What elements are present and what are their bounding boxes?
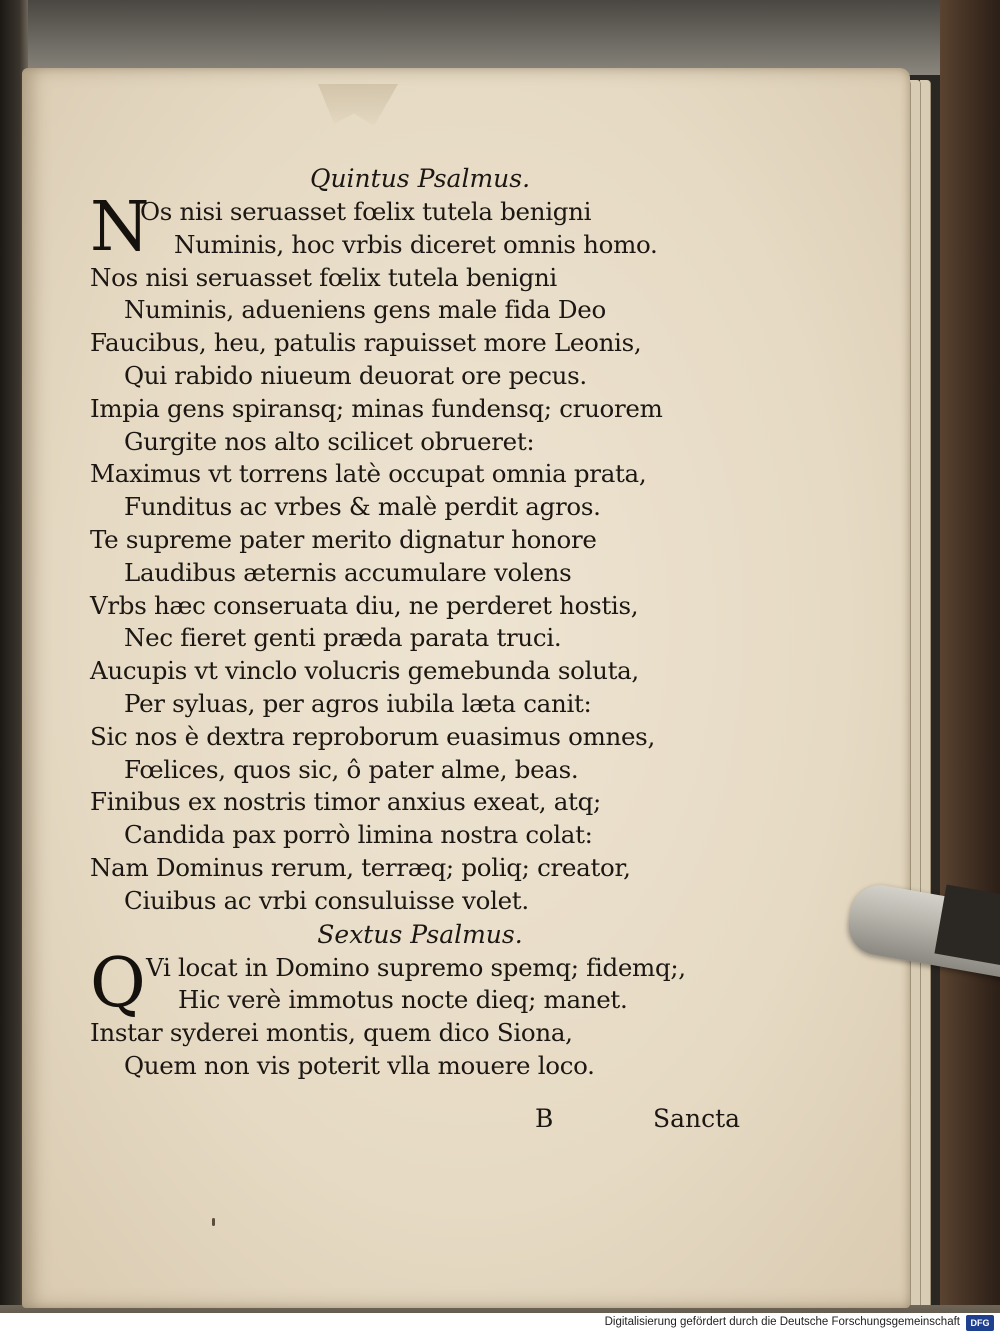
verse-line: Ciuibus ac vrbi consuluisse volet. — [124, 885, 529, 915]
psalm5-body — [90, 188, 710, 918]
psalm6-heading: Sextus Psalmus. — [317, 919, 523, 949]
verse-line: Laudibus æternis accumulare volens — [124, 557, 572, 587]
catchword: Sancta — [653, 1104, 741, 1133]
book-cover-top — [0, 0, 1000, 75]
psalm6-body — [90, 943, 710, 1083]
verse-line: Finibus ex nostris timor anxius exeat, atq; — [90, 787, 601, 817]
page-edge — [910, 80, 921, 1310]
ink-speck — [212, 1218, 215, 1226]
verse-line: Instar syderei montis, quem dico Siona, — [90, 1018, 573, 1048]
verse-line: Nam Dominus rerum, terræq; poliq; creator, — [90, 852, 631, 882]
verse-line: Numinis, adueniens gens male fida Deo — [124, 295, 606, 325]
verse-line: Nos nisi seruasset fœlix tutela benigni — [90, 262, 557, 292]
verse-line: Vi locat in Domino supremo spemq; fidemq;, — [146, 952, 686, 982]
verse-line: Aucupis vt vinclo volucris gemebunda soluta, — [90, 656, 639, 686]
book-cover-right — [940, 0, 1000, 1335]
verse-line: Funditus ac vrbes & malè perdit agros. — [124, 492, 601, 522]
verse-line: Maximus vt torrens latè occupat omnia prata, — [90, 459, 647, 489]
psalm5-heading: Quintus Psalmus. — [309, 164, 531, 193]
verse-line: Vrbs hæc conseruata diu, ne perderet hostis, — [90, 590, 639, 620]
page-holder-shadow — [934, 884, 1000, 965]
verse-line: Numinis, hoc vrbis diceret omnis homo. — [174, 229, 658, 259]
psalm-text — [90, 162, 710, 1083]
verse-line: Sic nos è dextra reproborum euasimus omnes, — [90, 721, 655, 751]
funding-credit: Digitalisierung gefördert durch die Deutsche Forschungsgemeinschaft — [604, 1316, 960, 1328]
page-footer — [535, 1098, 755, 1138]
signature-mark: B — [535, 1104, 554, 1133]
drop-initial-n: N — [90, 188, 150, 267]
verse-line: Nec fieret genti præda parata truci. — [124, 623, 562, 653]
dfg-logo-icon: DFG — [966, 1315, 994, 1331]
verse-line: Faucibus, heu, patulis rapuisset more Leonis, — [90, 328, 642, 358]
verse-line: Candida pax porrò limina nostra colat: — [124, 820, 593, 850]
verse-line: Fœlices, quos sic, ô pater alme, beas. — [124, 754, 579, 784]
verse-line: Os nisi seruasset fœlix tutela benigni — [140, 197, 592, 226]
drop-initial-q: Q — [90, 943, 146, 1023]
verse-line: Te supreme pater merito dignatur honore — [90, 524, 597, 554]
verse-line: Quem non vis poterit vlla mouere loco. — [124, 1050, 595, 1080]
verse-line: Hic verè immotus nocte dieq; manet. — [178, 985, 628, 1015]
verse-line: Gurgite nos alto scilicet obrueret: — [124, 426, 535, 456]
verse-line: Qui rabido niueum deuorat ore pecus. — [124, 360, 587, 390]
verse-line: Impia gens spiransq; minas fundensq; cruorem — [90, 393, 663, 423]
verse-line: Per syluas, per agros iubila læta canit: — [124, 688, 592, 718]
page-edge — [920, 80, 931, 1310]
